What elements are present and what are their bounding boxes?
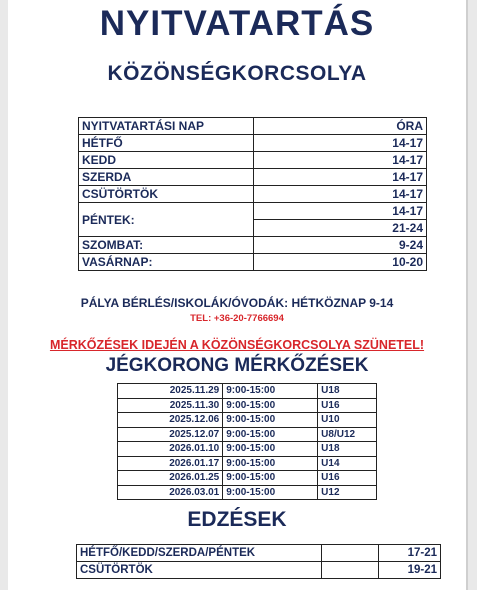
match-category: U12 [318,485,377,500]
table-row [77,545,441,562]
hours-cell: 14-17 [253,152,426,169]
match-time: 9:00-15:00 [223,471,318,486]
training-days: HÉTFŐ/KEDD/SZERDA/PÉNTEK [77,545,322,562]
empty-cell [322,562,379,579]
hours-cell: 14-17 [253,169,426,186]
table-row [79,135,427,152]
match-category: U16 [318,398,377,413]
day-cell: VASÁRNAP: [79,254,254,271]
match-date: 2026.03.01 [118,485,223,500]
training-hours: 17-21 [379,545,441,562]
match-date: 2025.12.07 [118,427,223,442]
day-cell: HÉTFŐ [79,135,254,152]
training-title: EDZÉSEK [187,508,287,531]
match-date: 2025.11.30 [118,398,223,413]
day-cell: SZOMBAT: [79,237,254,254]
header-hours: ÓRA [253,118,426,135]
match-date: 2026.01.25 [118,471,223,486]
phone-number: TEL: +36-20-7766694 [190,313,284,324]
matches-title: JÉGKORONG MÉRKŐZÉSEK [105,355,369,376]
match-category: U10 [318,413,377,428]
hours-cell: 10-20 [253,254,426,271]
match-category: U18 [318,442,377,457]
day-cell: KEDD [79,152,254,169]
page-title: NYITVATARTÁS [99,4,375,43]
empty-cell [322,545,379,562]
match-time: 9:00-15:00 [223,398,318,413]
table-row [79,237,427,254]
table-row [118,456,377,471]
day-cell: PÉNTEK: [79,203,254,237]
rental-info: PÁLYA BÉRLÉS/ISKOLÁK/ÓVODÁK: HÉTKÖZNAP 9-14 [80,296,394,310]
table-row [118,398,377,413]
match-date: 2026.01.17 [118,456,223,471]
training-table [76,544,441,579]
match-category: U18 [318,384,377,399]
table-row [79,186,427,203]
table-row [118,471,377,486]
opening-hours-table [78,117,427,271]
table-row [118,485,377,500]
table-row [77,562,441,579]
hours-cell: 14-17 [253,135,426,152]
match-date: 2026.01.10 [118,442,223,457]
match-date: 2025.12.06 [118,413,223,428]
match-category: U16 [318,471,377,486]
match-time: 9:00-15:00 [223,442,318,457]
match-time: 9:00-15:00 [223,456,318,471]
header-day: NYITVATARTÁSI NAP [79,118,254,135]
match-time: 9:00-15:00 [223,384,318,399]
table-row [118,442,377,457]
table-row [118,427,377,442]
match-category: U14 [318,456,377,471]
poster [8,0,468,590]
training-hours: 19-21 [379,562,441,579]
match-time: 9:00-15:00 [223,413,318,428]
day-cell: CSÜTÖRTÖK [79,186,254,203]
hours-cell: 14-17 [253,203,426,220]
table-row [79,254,427,271]
table-header-row [79,118,427,135]
match-time: 9:00-15:00 [223,485,318,500]
match-time: 9:00-15:00 [223,427,318,442]
page-subtitle: KÖZÖNSÉGKORCSOLYA [107,62,367,85]
notice-text: MÉRKŐZÉSEK IDEJÉN A KÖZÖNSÉGKORCSOLYA SZÜNETEL! [49,338,425,352]
table-row [79,152,427,169]
matches-table [117,383,377,500]
table-row [118,384,377,399]
table-row [79,203,427,220]
table-row [118,413,377,428]
training-days: CSÜTÖRTÖK [77,562,322,579]
match-date: 2025.11.29 [118,384,223,399]
hours-cell: 14-17 [253,186,426,203]
day-cell: SZERDA [79,169,254,186]
hours-cell: 9-24 [253,237,426,254]
table-row [79,169,427,186]
hours-cell: 21-24 [253,220,426,237]
match-category: U8/U12 [318,427,377,442]
